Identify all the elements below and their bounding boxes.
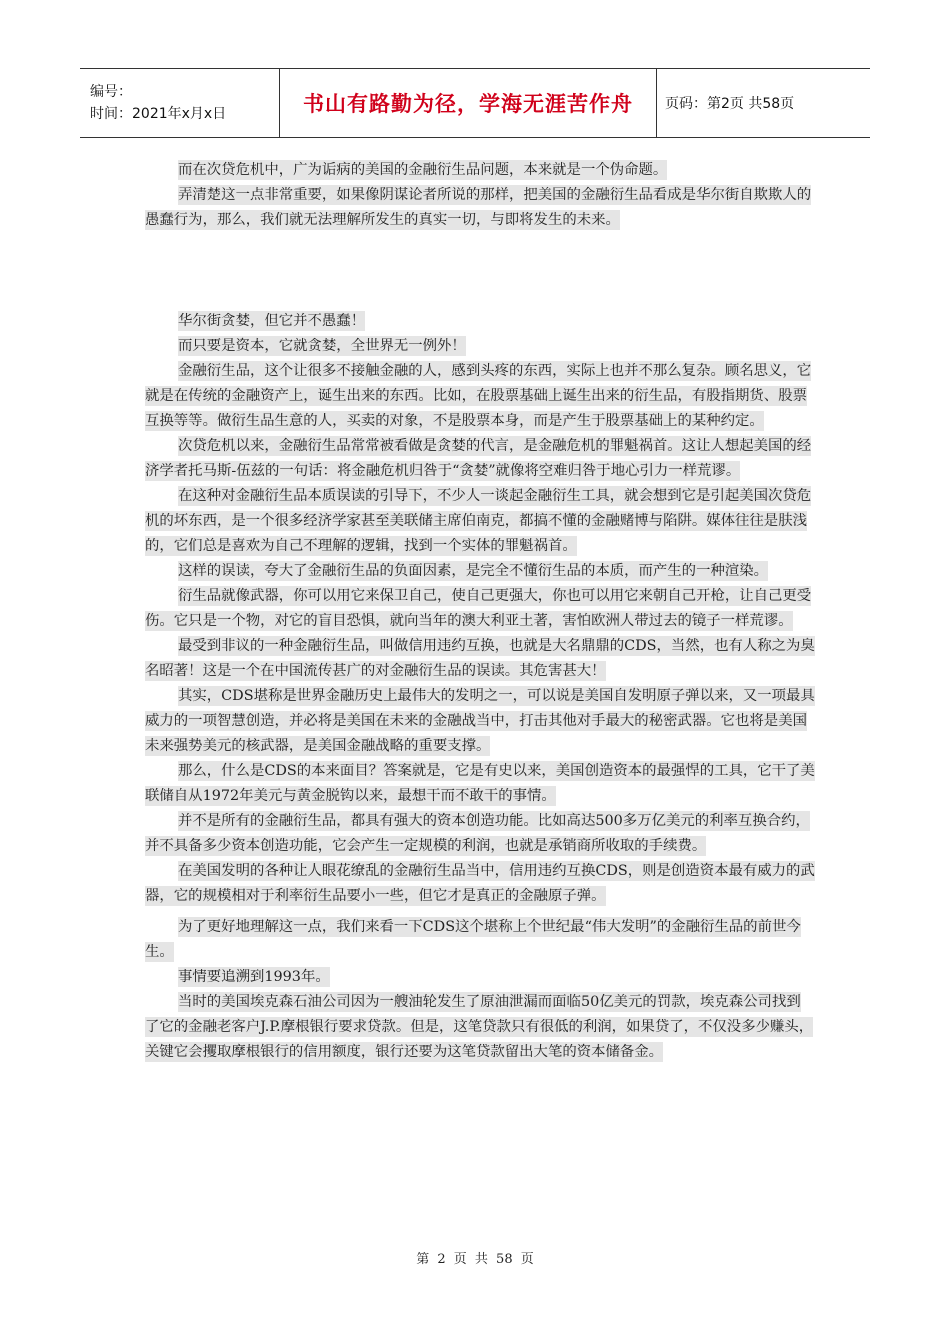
section-spacer [145, 233, 815, 309]
date-label: 时间：2021年x月x日 [90, 106, 227, 122]
header-meta [80, 69, 280, 137]
paragraph [145, 859, 815, 909]
page-footer: 第 2 页 共 58 页 [416, 1252, 534, 1267]
paragraph-text: 为了更好地理解这一点，我们来看一下CDS这个堪称上个世纪最“伟大发明”的金融衍生品的前世今生。 [145, 919, 801, 960]
paragraph-text: 华尔街贪婪，但它并不愚蠢！ [178, 313, 366, 329]
paragraph [145, 684, 815, 759]
page-header [80, 68, 870, 138]
paragraph-text: 这样的误读，夸大了金融衍生品的负面因素，是完全不懂衍生品的本质，而产生的一种渲染。 [178, 563, 769, 579]
paragraph-text: 弄清楚这一点非常重要，如果像阴谋论者所说的那样，把美国的金融衍生品看成是华尔街自欺欺人的愚蠢行为，那么，我们就无法理解所发生的真实一切，与即将发生的未来。 [145, 187, 812, 228]
paragraph [145, 359, 815, 434]
paragraph-text: 金融衍生品，这个让很多不接触金融的人，感到头疼的东西，实际上也并不那么复杂。顾名思义，它就是在传统的金融资产上，诞生出来的东西。比如，在股票基础上诞生出来的衍生品，有股指期货、股票互换等等。做衍生品生意的人，买卖的对象，不是股票本身，而是产生于股票基础上的某种约定。 [145, 363, 812, 429]
paragraph [145, 584, 815, 634]
paragraph [145, 309, 815, 334]
paragraph [145, 183, 815, 233]
paragraph-text: 并不是所有的金融衍生品，都具有强大的资本创造功能。比如高达500多万亿美元的利率互换合约，并不具备多少资本创造功能，它会产生一定规模的利润，也就是承销商所收取的手续费。 [145, 813, 810, 854]
paragraph [145, 965, 815, 990]
paragraph-text: 次贷危机以来，金融衍生品常常被看做是贪婪的代言，是金融危机的罪魁祸首。这让人想起美国的经济学者托马斯-伍兹的一句话：将金融危机归咎于“贪婪”就像将空难归咎于地心引力一样荒谬。 [145, 438, 812, 479]
paragraph [145, 158, 815, 183]
paragraph-text: 衍生品就像武器，你可以用它来保卫自己，使自己更强大，你也可以用它来朝自己开枪，让自己更受伤。它只是一个物，对它的盲目恐惧，就向当年的澳大利亚土著，害怕欧洲人带过去的镜子一样荒谬。 [145, 588, 812, 629]
paragraph [145, 434, 815, 484]
paragraph [145, 990, 815, 1065]
paragraph-text: 其实，CDS堪称是世界金融历史上最伟大的发明之一，可以说是美国自发明原子弹以来，又一项最具威力的一项智慧创造，并必将是美国在未来的金融战当中，打击其他对手最大的秘密武器。它也将是美国未来强势美元的核武器，是美国金融战略的重要支撑。 [145, 688, 815, 754]
paragraph [145, 634, 815, 684]
paragraph [145, 559, 815, 584]
paragraph [145, 809, 815, 859]
paragraph-text: 那么，什么是CDS的本来面目？答案就是，它是有史以来，美国创造资本的最强悍的工具，它干了美联储自从1972年美元与黄金脱钩以来，最想干而不敢干的事情。 [145, 763, 815, 804]
paragraph [145, 334, 815, 359]
paragraph [145, 759, 815, 809]
paragraph [145, 915, 815, 965]
paragraph-text: 事情要追溯到1993年。 [178, 969, 330, 985]
header-page-label: 页码：第2页 共58页 [665, 96, 795, 112]
number-label: 编号： [90, 84, 132, 100]
document-body [145, 158, 815, 1065]
paragraph-text: 在美国发明的各种让人眼花缭乱的金融衍生品当中，信用违约互换CDS，则是创造资本最有威力的武器，它的规模相对于利率衍生品要小一些，但它才是真正的金融原子弹。 [145, 863, 815, 904]
header-motto: 书山有路勤为径，学海无涯苦作舟 [280, 69, 657, 137]
paragraph-text: 当时的美国埃克森石油公司因为一艘油轮发生了原油泄漏而面临50亿美元的罚款，埃克森公司找到了它的金融老客户J.P.摩根银行要求贷款。但是，这笔贷款只有很低的利润，如果贷了，不仅没多少赚头，关键它会攫取摩根银行的信用额度，银行还要为这笔贷款留出大笔的资本储备金。 [145, 994, 814, 1060]
paragraph-text: 在这种对金融衍生品本质误读的引导下，不少人一谈起金融衍生工具，就会想到它是引起美国次贷危机的坏东西，是一个很多经济学家甚至美联储主席伯南克，都搞不懂的金融赌博与陷阱。媒体往往是肤浅的，它们总是喜欢为自己不理解的逻辑，找到一个实体的罪魁祸首。 [145, 488, 812, 554]
paragraph [145, 484, 815, 559]
paragraph-text: 而在次贷危机中，广为诟病的美国的金融衍生品问题，本来就是一个伪命题。 [178, 162, 668, 178]
paragraph-text: 最受到非议的一种金融衍生品，叫做信用违约互换，也就是大名鼎鼎的CDS，当然，也有人称之为臭名昭著！这是一个在中国流传甚广的对金融衍生品的误读。其危害甚大！ [145, 638, 815, 679]
paragraph-text: 而只要是资本，它就贪婪，全世界无一例外！ [178, 338, 466, 354]
